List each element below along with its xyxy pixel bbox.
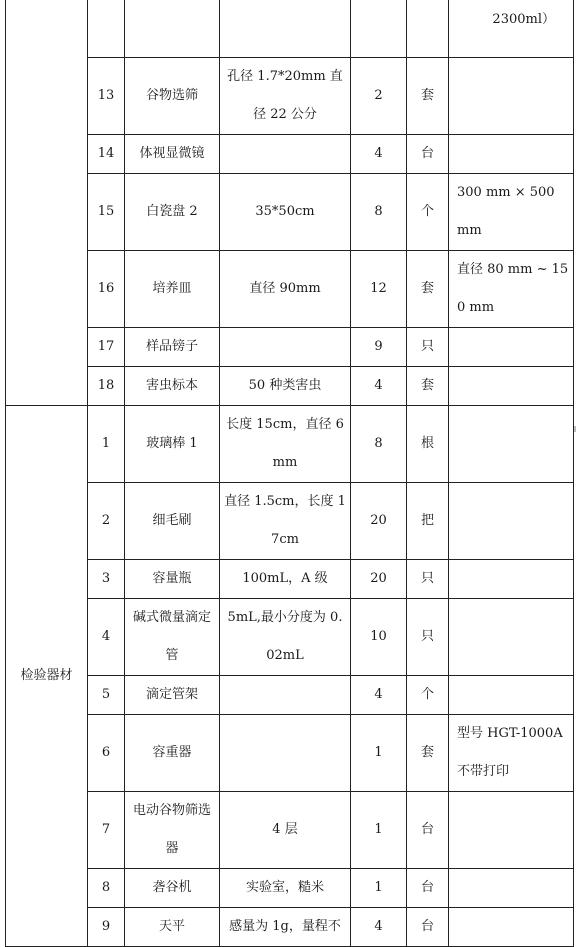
table-row bbox=[6, 675, 574, 714]
cell-qty: 4 bbox=[351, 907, 407, 946]
cell-no: 1 bbox=[88, 405, 125, 482]
cell-qty bbox=[351, 0, 407, 57]
cell-qty: 20 bbox=[351, 482, 407, 559]
cell-name: 滴定管架 bbox=[125, 675, 220, 714]
cell-note: 型号 HGT-1000A 不带打印 bbox=[449, 714, 574, 791]
cell-no: 13 bbox=[88, 57, 125, 134]
cell-spec bbox=[220, 714, 351, 791]
cell-qty: 9 bbox=[351, 327, 407, 366]
cell-name: 害虫标本 bbox=[125, 366, 220, 405]
cell-qty: 12 bbox=[351, 250, 407, 327]
cell-name: 天平 bbox=[125, 907, 220, 946]
table-row bbox=[6, 0, 574, 57]
cell-no: 17 bbox=[88, 327, 125, 366]
cell-note bbox=[449, 57, 574, 134]
category-cell: 检验器材 bbox=[6, 405, 88, 946]
cell-spec: 感量为 1g，量程不 bbox=[220, 907, 351, 946]
cell-note bbox=[449, 559, 574, 598]
cell-no: 7 bbox=[88, 791, 125, 868]
cell-note: 直径 80 mm ~ 150 mm bbox=[449, 250, 574, 327]
cell-spec: 长度 15cm，直径 6mm bbox=[220, 405, 351, 482]
cell-no: 8 bbox=[88, 868, 125, 907]
cell-name: 培养皿 bbox=[125, 250, 220, 327]
cell-no: 2 bbox=[88, 482, 125, 559]
table-row bbox=[6, 134, 574, 173]
cell-name: 样品镑子 bbox=[125, 327, 220, 366]
cell-qty: 8 bbox=[351, 405, 407, 482]
cell-spec bbox=[220, 0, 351, 57]
cell-note bbox=[449, 791, 574, 868]
cell-qty: 1 bbox=[351, 714, 407, 791]
cell-qty: 4 bbox=[351, 366, 407, 405]
cell-unit: 根 bbox=[407, 405, 449, 482]
cell-unit: 个 bbox=[407, 173, 449, 250]
table-row bbox=[6, 482, 574, 559]
cell-unit: 套 bbox=[407, 57, 449, 134]
cell-unit: 套 bbox=[407, 366, 449, 405]
equipment-table bbox=[5, 0, 574, 947]
table-row bbox=[6, 868, 574, 907]
table-row bbox=[6, 366, 574, 405]
table-row bbox=[6, 714, 574, 791]
page-edge-mark bbox=[574, 426, 576, 432]
cell-no: 15 bbox=[88, 173, 125, 250]
cell-qty: 4 bbox=[351, 675, 407, 714]
cell-spec: 直径 90mm bbox=[220, 250, 351, 327]
table-row bbox=[6, 250, 574, 327]
cell-note: 2300ml） bbox=[449, 0, 574, 57]
cell-unit: 只 bbox=[407, 559, 449, 598]
cell-spec bbox=[220, 327, 351, 366]
cell-unit: 台 bbox=[407, 907, 449, 946]
cell-unit: 个 bbox=[407, 675, 449, 714]
table-row bbox=[6, 327, 574, 366]
cell-note bbox=[449, 366, 574, 405]
cell-unit bbox=[407, 0, 449, 57]
cell-no: 3 bbox=[88, 559, 125, 598]
cell-name: 玻璃棒 1 bbox=[125, 405, 220, 482]
table-row bbox=[6, 57, 574, 134]
cell-name: 白瓷盘 2 bbox=[125, 173, 220, 250]
cell-name: 电动谷物筛选器 bbox=[125, 791, 220, 868]
cell-spec bbox=[220, 675, 351, 714]
table-row bbox=[6, 907, 574, 946]
cell-qty: 2 bbox=[351, 57, 407, 134]
cell-name: 细毛刷 bbox=[125, 482, 220, 559]
cell-unit: 台 bbox=[407, 134, 449, 173]
cell-no: 4 bbox=[88, 598, 125, 675]
cell-spec: 直径 1.5cm，长度 17cm bbox=[220, 482, 351, 559]
cell-unit: 套 bbox=[407, 714, 449, 791]
cell-spec: 5mL,最小分度为 0.02mL bbox=[220, 598, 351, 675]
cell-unit: 台 bbox=[407, 791, 449, 868]
cell-note bbox=[449, 675, 574, 714]
table-row bbox=[6, 559, 574, 598]
cell-qty: 20 bbox=[351, 559, 407, 598]
cell-no: 14 bbox=[88, 134, 125, 173]
cell-spec: 100mL，A 级 bbox=[220, 559, 351, 598]
cell-qty: 10 bbox=[351, 598, 407, 675]
table-row bbox=[6, 173, 574, 250]
cell-spec: 50 种类害虫 bbox=[220, 366, 351, 405]
cell-unit: 套 bbox=[407, 250, 449, 327]
cell-name: 谷物选筛 bbox=[125, 57, 220, 134]
cell-no: 16 bbox=[88, 250, 125, 327]
cell-spec bbox=[220, 134, 351, 173]
cell-note bbox=[449, 868, 574, 907]
cell-no: 9 bbox=[88, 907, 125, 946]
cell-qty: 4 bbox=[351, 134, 407, 173]
cell-name: 砻谷机 bbox=[125, 868, 220, 907]
cell-qty: 1 bbox=[351, 791, 407, 868]
cell-unit: 把 bbox=[407, 482, 449, 559]
cell-unit: 只 bbox=[407, 598, 449, 675]
cell-spec: 实验室，糙米 bbox=[220, 868, 351, 907]
cell-spec: 4 层 bbox=[220, 791, 351, 868]
cell-note bbox=[449, 598, 574, 675]
cell-spec: 35*50cm bbox=[220, 173, 351, 250]
cell-note bbox=[449, 134, 574, 173]
table-row bbox=[6, 598, 574, 675]
cell-qty: 8 bbox=[351, 173, 407, 250]
cell-no bbox=[88, 0, 125, 57]
table-row bbox=[6, 405, 574, 482]
cell-unit: 只 bbox=[407, 327, 449, 366]
cell-no: 6 bbox=[88, 714, 125, 791]
cell-note bbox=[449, 327, 574, 366]
cell-note bbox=[449, 482, 574, 559]
cell-note: 300 mm × 500 mm bbox=[449, 173, 574, 250]
cell-qty: 1 bbox=[351, 868, 407, 907]
cell-spec: 孔径 1.7*20mm 直径 22 公分 bbox=[220, 57, 351, 134]
cell-name: 碱式微量滴定管 bbox=[125, 598, 220, 675]
cell-name bbox=[125, 0, 220, 57]
cell-name: 体视显微镜 bbox=[125, 134, 220, 173]
table-row bbox=[6, 791, 574, 868]
cell-name: 容量瓶 bbox=[125, 559, 220, 598]
cell-note bbox=[449, 405, 574, 482]
cell-name: 容重器 bbox=[125, 714, 220, 791]
cell-no: 5 bbox=[88, 675, 125, 714]
cell-no: 18 bbox=[88, 366, 125, 405]
cell-unit: 台 bbox=[407, 868, 449, 907]
category-cell-prev bbox=[6, 0, 88, 405]
cell-note bbox=[449, 907, 574, 946]
